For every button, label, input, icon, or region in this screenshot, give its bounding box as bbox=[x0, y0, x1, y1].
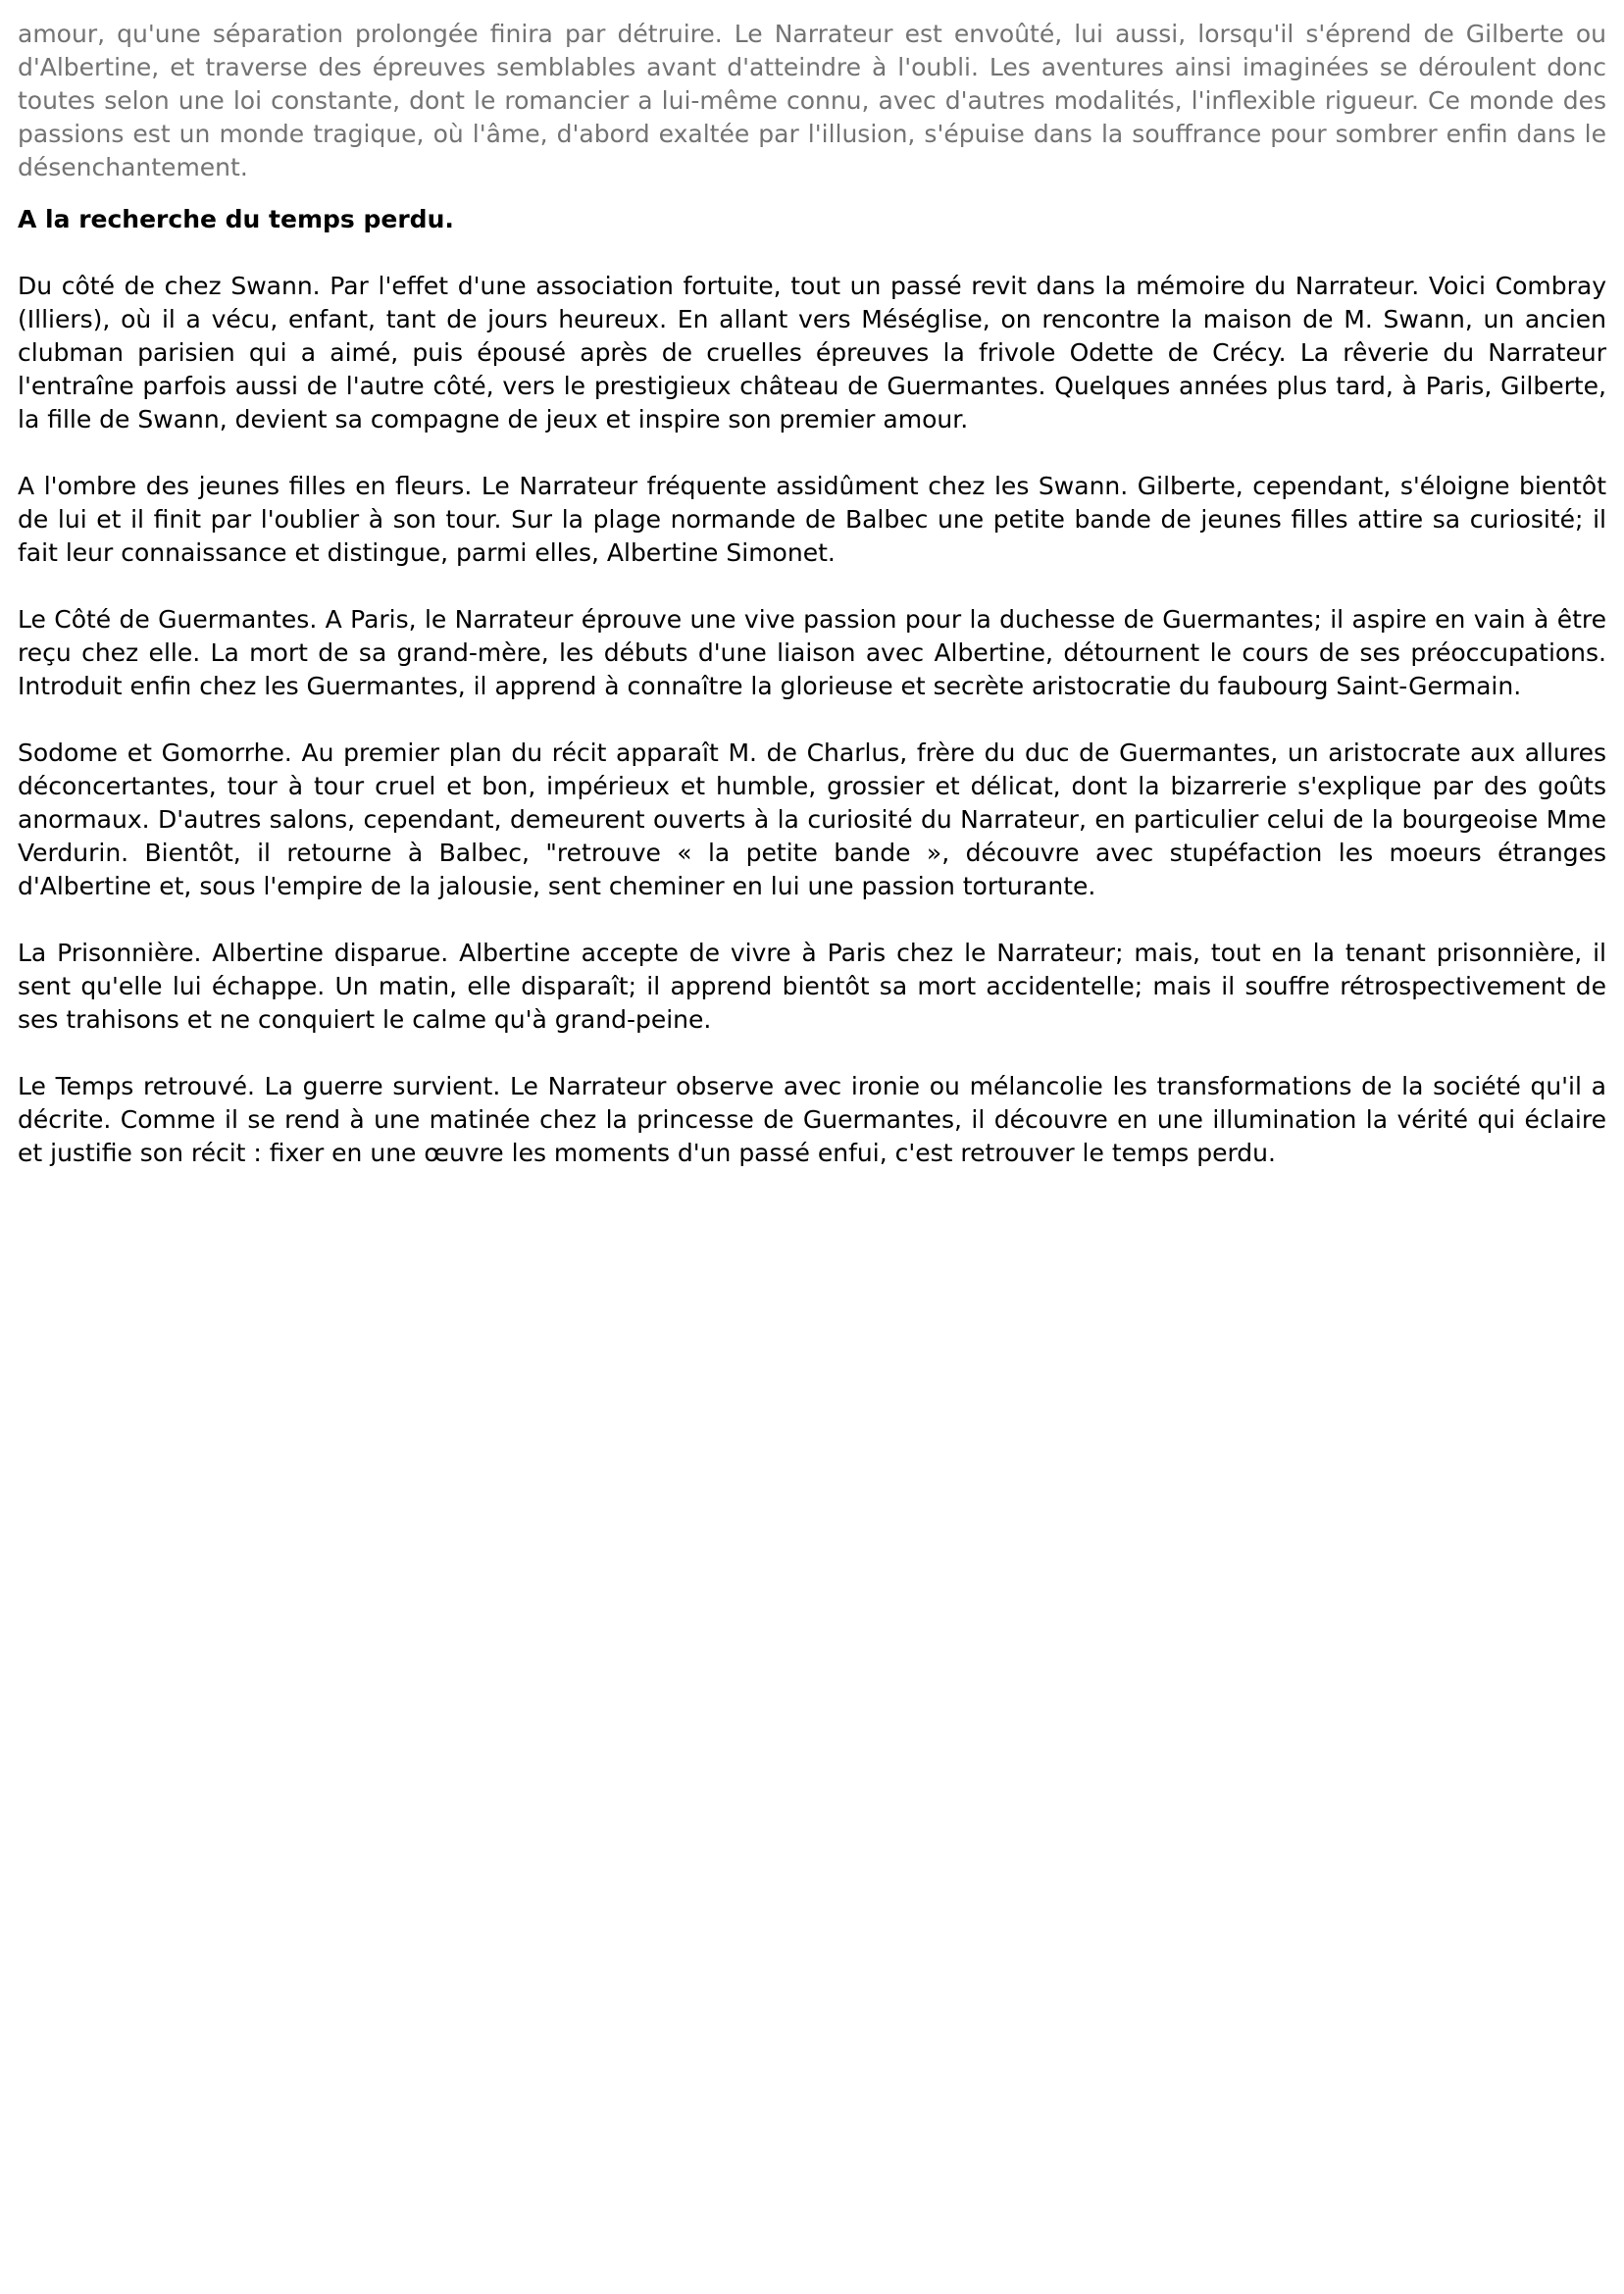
document-page bbox=[18, 18, 1606, 1203]
paragraph-temps-retrouve: Le Temps retrouvé. La guerre survient. Le Narrateur observe avec ironie ou mélancolie les transformations de la société qu'il a décrite. Comme il se rend à une matinée chez la princesse de Guermantes, il découvre en une illumination la vérité qui éclaire et justifie son récit : fixer en une œuvre les moments d'un passé enfui, c'est retrouver le temps perdu. bbox=[18, 1072, 1606, 1167]
paragraph-prisonniere: La Prisonnière. Albertine disparue. Albertine accepte de vivre à Paris chez le Narrateur; mais, tout en la tenant prisonnière, il sent qu'elle lui échappe. Un matin, elle disparaît; il apprend bientôt sa mort accidentelle; mais il souffre rétrospectivement de ses trahisons et ne conquiert le calme qu'à grand-peine. bbox=[18, 939, 1606, 1034]
paragraph-sodome: Sodome et Gomorrhe. Au premier plan du récit apparaît M. de Charlus, frère du duc de Guermantes, un aristocrate aux allures déconcertantes, tour à tour cruel et bon, impérieux et humble, grossier et délicat, dont la bizarrerie s'explique par des goûts anormaux. D'autres salons, cependant, demeurent ouverts à la curiosité du Narrateur, en particulier celui de la bourgeoise Mme Verdurin. Bientôt, il retourne à Balbec, "retrouve « la petite bande », découvre avec stupéfaction les moeurs étranges d'Albertine et, sous l'empire de la jalousie, sent cheminer en lui une passion torturante. bbox=[18, 739, 1606, 900]
section-heading: A la recherche du temps perdu. bbox=[18, 205, 454, 233]
paragraph-jeunes-filles: A l'ombre des jeunes filles en fleurs. Le Narrateur fréquente assidûment chez les Swann. Gilberte, cependant, s'éloigne bientôt de lui et il finit par l'oublier à son tour. Sur la plage normande de Balbec une petite bande de jeunes filles attire sa curiosité; il fait leur connaissance et distingue, parmi elles, Albertine Simonet. bbox=[18, 472, 1606, 567]
paragraph-guermantes: Le Côté de Guermantes. A Paris, le Narrateur éprouve une vive passion pour la duchesse de Guermantes; il aspire en vain à être reçu chez elle. La mort de sa grand-mère, les débuts d'une liaison avec Albertine, détournent le cours de ses préoccupations. Introduit enfin chez les Guermantes, il apprend à connaître la glorieuse et secrète aristocratie du faubourg Saint-Germain. bbox=[18, 605, 1606, 700]
intro-paragraph: amour, qu'une séparation prolongée finira par détruire. Le Narrateur est envoûté, lui aussi, lorsqu'il s'éprend de Gilberte ou d'Albertine, et traverse des épreuves semblables avant d'atteindre à l'oubli. Les aventures ainsi imaginées se déroulent donc toutes selon une loi constante, dont le romancier a lui-même connu, avec d'autres modalités, l'inflexible rigueur. Ce monde des passions est un monde tragique, où l'âme, d'abord exaltée par l'illusion, s'épuise dans la souffrance pour sombrer enfin dans le désenchantement. bbox=[18, 20, 1606, 181]
paragraph-swann: Du côté de chez Swann. Par l'effet d'une association fortuite, tout un passé revit dans la mémoire du Narrateur. Voici Combray (Illiers), où il a vécu, enfant, tant de jours heureux. En allant vers Méséglise, on rencontre la maison de M. Swann, un ancien clubman parisien qui a aimé, puis épousé après de cruelles épreuves la frivole Odette de Crécy. La rêverie du Narrateur l'entraîne parfois aussi de l'autre côté, vers le prestigieux château de Guermantes. Quelques années plus tard, à Paris, Gilberte, la fille de Swann, devient sa compagne de jeux et inspire son premier amour. bbox=[18, 272, 1606, 433]
